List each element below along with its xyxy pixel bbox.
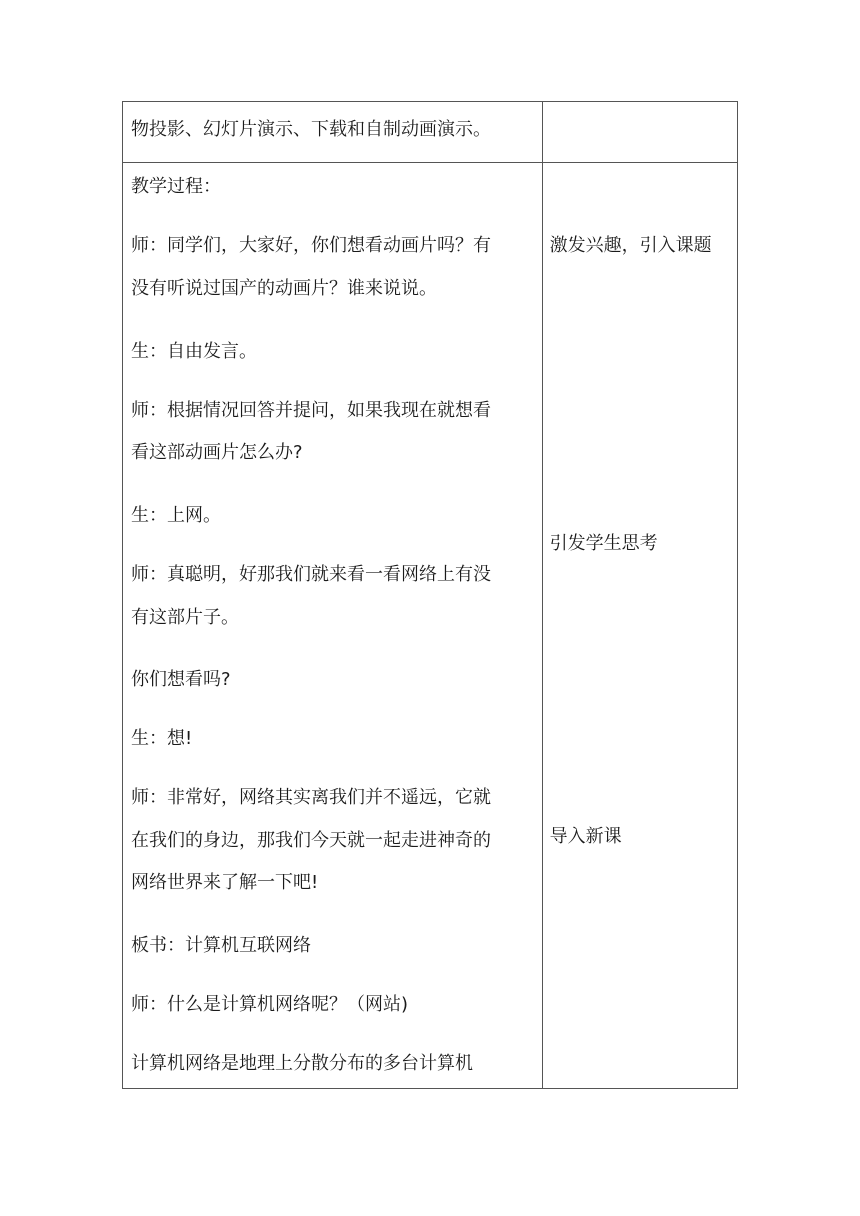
process-line: 你们想看吗? [131,669,231,690]
table-row [123,102,738,163]
lesson-plan-table [122,101,738,1089]
process-line: 板书：计算机互联网络 [131,935,311,956]
process-line: 师：根据情况回答并提问，如果我现在就想看 [131,400,491,421]
materials-text: 物投影、幻灯片演示、下载和自制动画演示。 [131,119,491,140]
process-line: 师：非常好，网络其实离我们并不遥远，它就 [131,787,491,808]
process-line: 网络世界来了解一下吧! [131,872,319,893]
process-line: 计算机网络是地理上分散分布的多台计算机 [131,1053,473,1074]
table-row [123,163,738,1089]
process-line: 师：什么是计算机网络呢？（网站) [131,994,409,1015]
design-note: 激发兴趣，引入课题 [549,235,712,256]
process-line: 看这部动画片怎么办? [131,442,303,463]
teaching-process-cell [123,163,543,1089]
materials-note-cell [542,102,737,163]
process-line: 生：上网。 [131,505,221,526]
materials-cell [123,102,543,163]
design-intent-cell [542,163,737,1089]
process-line: 没有听说过国产的动画片？谁来说说。 [131,278,437,299]
process-line: 师：同学们，大家好，你们想看动画片吗？有 [131,235,491,256]
process-line: 生：自由发言。 [131,341,257,362]
process-heading: 教学过程： [131,176,221,197]
process-line: 生：想! [131,728,193,749]
design-note: 导入新课 [549,826,622,847]
process-line: 师：真聪明，好那我们就来看一看网络上有没 [131,564,491,585]
process-line: 在我们的身边，那我们今天就一起走进神奇的 [131,830,491,851]
design-note: 引发学生思考 [549,533,658,554]
process-line: 有这部片子。 [131,607,239,628]
